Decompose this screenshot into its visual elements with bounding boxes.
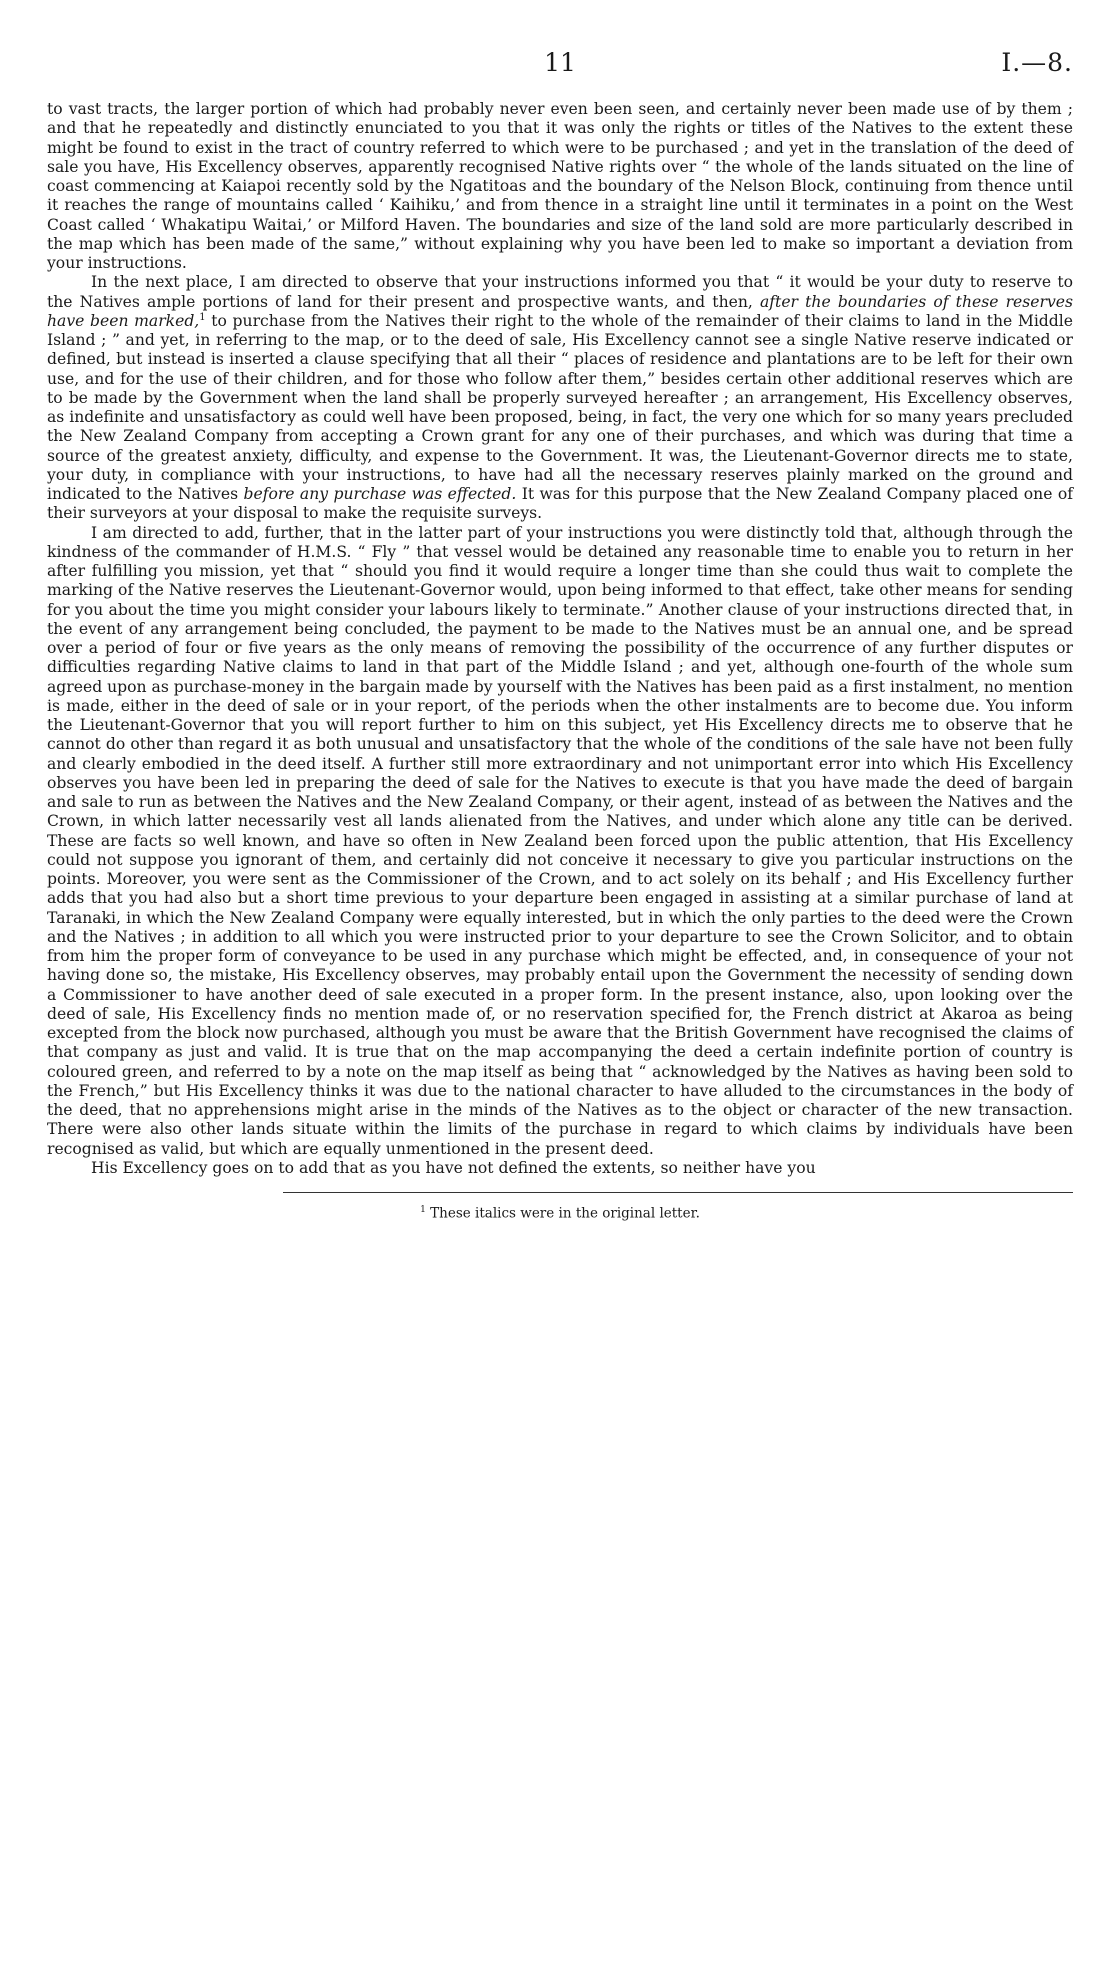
paragraph-instructions: I am directed to add, further, that in the latter part of your instructions you were distinctly told that, although through the kindness of the commander of H.M.S. “ Fly ” that vessel would be detained any reasonable time to enable you to return in her after fulfilling you mission, yet that “ should you find it would require a longer time than she could thus wait to complete the marking of the Native reserves the Lieutenant-Governor would, upon being informed to that effect, take other means for sending for you about the time you might consider your labours likely to terminate.” Another clause of your instructions directed that, in the event of any arrangement being concluded, the payment to be made to the Natives must be an annual one, and be spread over a period of four or five years as the only means of removing the possibility of the occurrence of any further disputes or difficulties regarding Native claims to land in that part of the Middle Island ; and yet, although one-fourth of the whole sum agreed upon as purchase-money in the bargain made by yourself with the Natives has been paid as a first instalment, no mention is made, either in the deed of sale or in your report, of the periods when the other instalments are to become due. You inform the Lieutenant-Governor that you will report further to him on this subject, yet His Excellency directs me to observe that he cannot do other than regard it as both unusual and unsatisfactory that the whole of the conditions of the sale have not been fully and clearly embodied in the deed itself. A further still more extraordinary and not unimportant error into which His Excellency observes you have been led in preparing the deed of sale for the Natives to execute is that you have made the deed of bargain and sale to run as between the Natives and the New Zealand Company, or their agent, instead of as between the Natives and the Crown, in which latter necessarily vest all lands alienated from the Natives, and under which alone any title can be derived. These are facts so well known, and have so often in New Zealand been forced upon the public attention, that His Excellency could not suppose you ignorant of them, and certainly did not conceive it necessary to give you particular instructions on the points. Moreover, you were sent as the Commissioner of the Crown, and to act solely on its behalf ; and His Excellency further adds that you had also but a short time previous to your departure been engaged in assisting at a similar purchase of land at Taranaki, in which the New Zealand Company were equally interested, but in which the only parties to the deed were the Crown and the Natives ; in addition to all which you were instructed prior to your departure to see the Crown Solicitor, and to obtain from him the proper form of conveyance to be used in any purchase which might be effected, and, in consequence of your not having done so, the mistake, His Excellency observes, may probably entail upon the Government the necessity of sending down a Commissioner to have another deed of sale executed in a proper form. In the present instance, also, upon looking over the deed of sale, His Excellency finds no mention made of, or no reservation specified for, the French district at Akaroa as being excepted from the block now purchased, although you must be aware that the British Government have recognised the claims of that company as just and valid. It is true that on the map accompanying the deed a certain indefinite portion of country is coloured green, and referred to by a note on the map itself as being that “ acknowledged by the Natives as having been sold to the French,” but His Excellency thinks it was due to the national character to have alluded to the circumstances in the body of the deed, that no apprehensions might arise in the minds of the Natives as to the object or character of the new transaction. There were also other lands situate within the limits of the purchase in regard to which claims by individuals have been recognised as valid, but which are equally unmentioned in the present deed. <box>47 523 1073 1158</box>
italic-text: after the boundaries of these reserves have been marked, <box>47 292 1073 330</box>
page-number: 11 <box>544 48 576 77</box>
footnote-text: These italics were in the original letter. <box>430 1205 700 1222</box>
footnote <box>47 1205 1073 1222</box>
footnote-divider <box>283 1192 1073 1193</box>
body-text <box>47 100 1073 1178</box>
paragraph-text: to purchase from the Natives their right to the whole of the remainder of their claims to land in the Middle Island ; ” and yet, in referring to the map, or to the deed of sale, His Excellency cannot see a single Native reserve indicated or defined, but instead is inserted a clause specifying that all their “ places of residence and plantations are to be left for their own use, and for the use of their children, and for those who follow after them,” besides certain other additional reserves which are to be made by the Government when the land shall be properly surveyed hereafter ; an arrangement, His Excellency observes, as indefinite and unsatisfactory as could well have been proposed, being, in fact, the very one which for so many years precluded the New Zealand Company from accepting a Crown grant for any one of their purchases, and which was during that time a source of the greatest anxiety, difficulty, and expense to the Government. It was, the Lieutenant-Governor directs me to state, your duty, in compliance with your instructions, to have had all the necessary reserves plainly marked on the ground and indicated to the Natives <box>47 311 1073 503</box>
document-page <box>47 48 1073 1948</box>
italic-text: before any purchase was effected. <box>243 485 517 503</box>
paragraph-continuation: to vast tracts, the larger portion of which had probably never even been seen, and certainly never been made use of by them ; and that he repeatedly and distinctly enunciated to you that it was only the rights or titles of the Natives to the extent these might be found to exist in the tract of country referred to which were to be purchased ; and yet in the translation of the deed of sale you have, His Excellency observes, apparently recognised Native rights over “ the whole of the lands situated on the line of coast commencing at Kaiapoi recently sold by the Ngatitoas and the boundary of the Nelson Block, continuing from thence until it reaches the range of mountains called ‘ Kaihiku,’ and from thence in a straight line until it terminates in a point on the West Coast called ‘ Whakatipu Waitai,’ or Milford Haven. The boundaries and size of the land sold are more particularly described in the map which has been made of the same,” without explaining why you have been led to make so important a deviation from your instructions. <box>47 100 1073 272</box>
footnote-marker: 1 <box>420 1205 426 1215</box>
paragraph-text: In the next place, I am directed to observe that your instructions informed you that “ it would be your duty to reserve to the Natives ample portions of land for their present and prospective wants, and then, <box>47 273 1073 311</box>
page-header <box>47 48 1073 100</box>
footnote-reference: 1 <box>199 311 206 323</box>
paragraph-extents: His Excellency goes on to add that as you have not defined the extents, so neither have you <box>91 1158 816 1177</box>
paragraph-reserves <box>47 273 1073 523</box>
paragraph-text: It was for this purpose that the New Zealand Company placed one of their surveyors at your disposal to make the requisite surveys. <box>47 485 1073 523</box>
document-reference: I.—8. <box>1001 48 1073 77</box>
